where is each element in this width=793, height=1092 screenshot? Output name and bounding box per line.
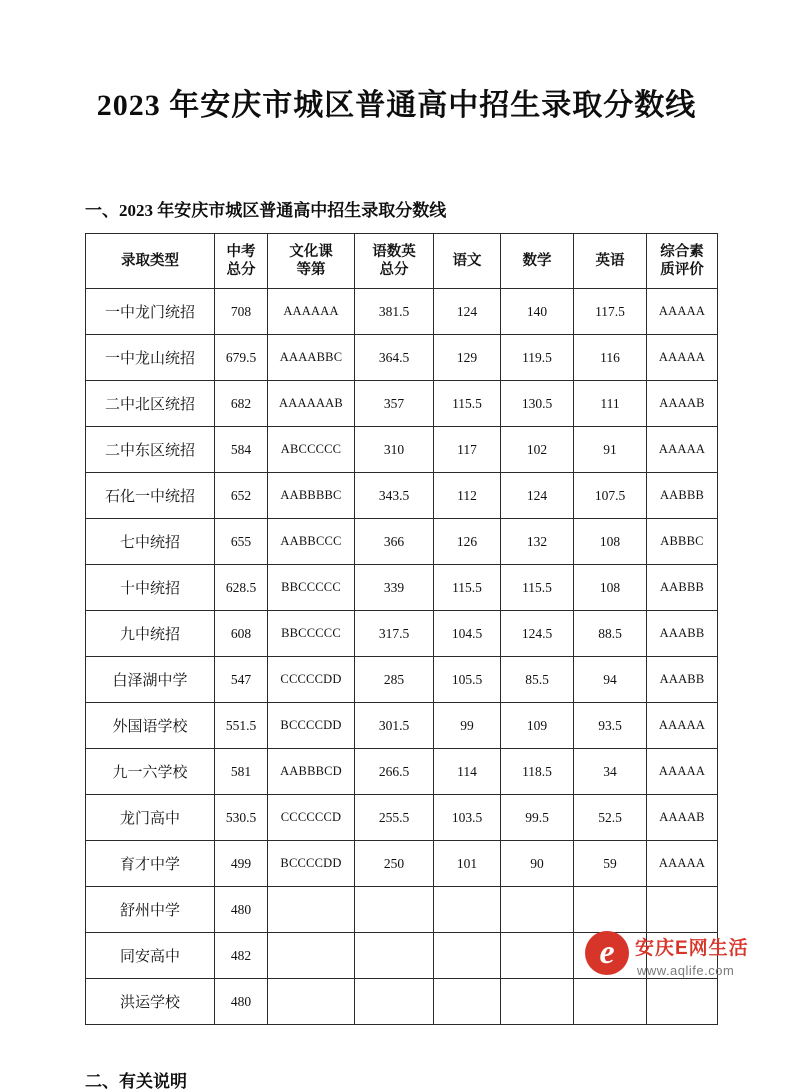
cell-sum: 343.5 bbox=[355, 473, 434, 519]
cell-grade: ABCCCCC bbox=[268, 427, 355, 473]
table-row bbox=[86, 335, 718, 381]
page-title: 2023 年安庆市城区普通高中招生录取分数线 bbox=[96, 89, 697, 122]
cell-chinese: 101 bbox=[434, 841, 501, 887]
cell-total: 551.5 bbox=[215, 703, 268, 749]
column-header-sum-line1: 语数英 bbox=[372, 243, 416, 260]
cell-quality: AAAAA bbox=[647, 749, 718, 795]
table-row bbox=[86, 381, 718, 427]
cell-grade: AABBCCC bbox=[268, 519, 355, 565]
cell-grade bbox=[268, 979, 355, 1025]
cell-type: 同安高中 bbox=[86, 933, 215, 979]
column-header-grade-line1: 文化课 bbox=[289, 243, 333, 260]
column-header-english bbox=[574, 234, 647, 289]
cell-english: 117.5 bbox=[574, 289, 647, 335]
cell-quality: AAAAA bbox=[647, 703, 718, 749]
cell-total: 547 bbox=[215, 657, 268, 703]
cell-grade: BBCCCCC bbox=[268, 611, 355, 657]
table-row bbox=[86, 887, 718, 933]
cell-math: 118.5 bbox=[501, 749, 574, 795]
cell-quality bbox=[647, 887, 718, 933]
cell-total: 679.5 bbox=[215, 335, 268, 381]
column-header-math-line1: 数学 bbox=[522, 252, 552, 269]
cell-type: 育才中学 bbox=[86, 841, 215, 887]
cell-grade: AAAAAAB bbox=[268, 381, 355, 427]
cell-sum: 266.5 bbox=[355, 749, 434, 795]
cell-sum: 364.5 bbox=[355, 335, 434, 381]
cell-math: 119.5 bbox=[501, 335, 574, 381]
cell-sum: 301.5 bbox=[355, 703, 434, 749]
cell-chinese bbox=[434, 933, 501, 979]
cell-grade: CCCCCCD bbox=[268, 795, 355, 841]
cell-math bbox=[501, 933, 574, 979]
table-row bbox=[86, 519, 718, 565]
column-header-total-line2: 总分 bbox=[226, 262, 256, 278]
cell-english: 91 bbox=[574, 427, 647, 473]
watermark-logo-icon: e bbox=[585, 931, 629, 975]
cell-total: 480 bbox=[215, 979, 268, 1025]
cell-grade bbox=[268, 933, 355, 979]
cell-type: 九一六学校 bbox=[86, 749, 215, 795]
column-header-quality bbox=[647, 234, 718, 289]
cell-sum: 255.5 bbox=[355, 795, 434, 841]
cell-sum: 339 bbox=[355, 565, 434, 611]
column-header-grade bbox=[268, 234, 355, 289]
cell-quality: AABBB bbox=[647, 473, 718, 519]
cell-chinese bbox=[434, 887, 501, 933]
cell-total: 708 bbox=[215, 289, 268, 335]
table-row bbox=[86, 657, 718, 703]
cell-quality: AAAAA bbox=[647, 841, 718, 887]
cell-grade: AAAAAA bbox=[268, 289, 355, 335]
column-header-english-line1: 英语 bbox=[595, 252, 625, 269]
cell-grade: BBCCCCC bbox=[268, 565, 355, 611]
column-header-chinese bbox=[434, 234, 501, 289]
cell-math: 132 bbox=[501, 519, 574, 565]
section-heading-2: 二、有关说明 bbox=[85, 1072, 187, 1091]
cell-english: 88.5 bbox=[574, 611, 647, 657]
cell-quality: AAABB bbox=[647, 611, 718, 657]
cell-type: 十中统招 bbox=[86, 565, 215, 611]
cell-type: 白泽湖中学 bbox=[86, 657, 215, 703]
cell-chinese: 124 bbox=[434, 289, 501, 335]
cell-total: 655 bbox=[215, 519, 268, 565]
cell-chinese: 115.5 bbox=[434, 565, 501, 611]
cell-math: 85.5 bbox=[501, 657, 574, 703]
cell-math: 109 bbox=[501, 703, 574, 749]
cell-sum: 317.5 bbox=[355, 611, 434, 657]
cell-chinese: 117 bbox=[434, 427, 501, 473]
cell-total: 608 bbox=[215, 611, 268, 657]
cell-sum bbox=[355, 887, 434, 933]
cell-type: 二中东区统招 bbox=[86, 427, 215, 473]
table-row bbox=[86, 289, 718, 335]
cell-total: 581 bbox=[215, 749, 268, 795]
cell-chinese: 126 bbox=[434, 519, 501, 565]
cell-math bbox=[501, 887, 574, 933]
column-header-chinese-line1: 语文 bbox=[452, 252, 482, 269]
cell-math: 102 bbox=[501, 427, 574, 473]
cell-english: 34 bbox=[574, 749, 647, 795]
cell-chinese: 104.5 bbox=[434, 611, 501, 657]
column-header-total-line1: 中考 bbox=[226, 243, 256, 260]
table-body bbox=[86, 289, 718, 1025]
cell-type: 舒州中学 bbox=[86, 887, 215, 933]
cell-chinese: 103.5 bbox=[434, 795, 501, 841]
cell-english: 108 bbox=[574, 565, 647, 611]
cell-total: 682 bbox=[215, 381, 268, 427]
column-header-math bbox=[501, 234, 574, 289]
cell-type: 二中北区统招 bbox=[86, 381, 215, 427]
cell-total: 482 bbox=[215, 933, 268, 979]
cell-grade: AABBBCD bbox=[268, 749, 355, 795]
cell-english: 107.5 bbox=[574, 473, 647, 519]
cell-sum: 357 bbox=[355, 381, 434, 427]
cell-chinese: 112 bbox=[434, 473, 501, 519]
column-header-total bbox=[215, 234, 268, 289]
cell-type: 一中龙山统招 bbox=[86, 335, 215, 381]
column-header-quality-line1: 综合素 bbox=[660, 243, 704, 260]
section-heading-1: 一、2023 年安庆市城区普通高中招生录取分数线 bbox=[85, 201, 447, 220]
cell-type: 龙门高中 bbox=[86, 795, 215, 841]
cell-english: 94 bbox=[574, 657, 647, 703]
cell-quality: AAABB bbox=[647, 657, 718, 703]
cell-type: 九中统招 bbox=[86, 611, 215, 657]
cell-english: 108 bbox=[574, 519, 647, 565]
cell-grade: AAAABBC bbox=[268, 335, 355, 381]
cell-quality: AAAAA bbox=[647, 335, 718, 381]
cell-total: 584 bbox=[215, 427, 268, 473]
cell-english bbox=[574, 887, 647, 933]
table-header-row bbox=[86, 234, 718, 289]
cell-quality: AAAAB bbox=[647, 795, 718, 841]
cell-english: 93.5 bbox=[574, 703, 647, 749]
column-header-sum-line2: 总分 bbox=[379, 262, 409, 278]
column-header-grade-line2: 等第 bbox=[296, 262, 326, 278]
cell-math: 130.5 bbox=[501, 381, 574, 427]
cell-sum bbox=[355, 979, 434, 1025]
cell-sum: 285 bbox=[355, 657, 434, 703]
cell-chinese bbox=[434, 979, 501, 1025]
cell-type: 七中统招 bbox=[86, 519, 215, 565]
cell-quality: AAAAB bbox=[647, 381, 718, 427]
table-row bbox=[86, 841, 718, 887]
cell-chinese: 114 bbox=[434, 749, 501, 795]
cell-math: 90 bbox=[501, 841, 574, 887]
cell-english: 111 bbox=[574, 381, 647, 427]
cell-grade: CCCCCDD bbox=[268, 657, 355, 703]
cell-grade: BCCCCDD bbox=[268, 841, 355, 887]
cell-quality: AAAAA bbox=[647, 289, 718, 335]
table-row bbox=[86, 749, 718, 795]
cell-total: 499 bbox=[215, 841, 268, 887]
cell-sum bbox=[355, 933, 434, 979]
cell-english: 52.5 bbox=[574, 795, 647, 841]
cell-sum: 310 bbox=[355, 427, 434, 473]
column-header-type-line1: 录取类型 bbox=[121, 252, 179, 269]
cell-chinese: 105.5 bbox=[434, 657, 501, 703]
cell-math bbox=[501, 979, 574, 1025]
cell-type: 一中龙门统招 bbox=[86, 289, 215, 335]
table-row bbox=[86, 565, 718, 611]
column-header-quality-line2: 质评价 bbox=[660, 262, 704, 278]
admission-score-table bbox=[85, 233, 718, 1025]
cell-chinese: 129 bbox=[434, 335, 501, 381]
table-header bbox=[86, 234, 718, 289]
cell-sum: 366 bbox=[355, 519, 434, 565]
cell-math: 140 bbox=[501, 289, 574, 335]
site-watermark bbox=[585, 929, 775, 991]
cell-math: 99.5 bbox=[501, 795, 574, 841]
cell-english: 116 bbox=[574, 335, 647, 381]
watermark-site-name: 安庆E网生活 bbox=[635, 938, 749, 959]
cell-english: 59 bbox=[574, 841, 647, 887]
cell-quality: AAAAA bbox=[647, 427, 718, 473]
cell-total: 480 bbox=[215, 887, 268, 933]
cell-type: 洪运学校 bbox=[86, 979, 215, 1025]
watermark-url: www.aqlife.com bbox=[637, 963, 735, 978]
cell-total: 628.5 bbox=[215, 565, 268, 611]
cell-total: 530.5 bbox=[215, 795, 268, 841]
cell-quality: ABBBC bbox=[647, 519, 718, 565]
cell-total: 652 bbox=[215, 473, 268, 519]
cell-chinese: 99 bbox=[434, 703, 501, 749]
cell-grade: BCCCCDD bbox=[268, 703, 355, 749]
table-row bbox=[86, 473, 718, 519]
cell-sum: 250 bbox=[355, 841, 434, 887]
cell-math: 124.5 bbox=[501, 611, 574, 657]
cell-grade: AABBBBC bbox=[268, 473, 355, 519]
table-row bbox=[86, 795, 718, 841]
cell-type: 外国语学校 bbox=[86, 703, 215, 749]
cell-grade bbox=[268, 887, 355, 933]
cell-sum: 381.5 bbox=[355, 289, 434, 335]
column-header-type bbox=[86, 234, 215, 289]
column-header-sum bbox=[355, 234, 434, 289]
table-row bbox=[86, 703, 718, 749]
cell-math: 115.5 bbox=[501, 565, 574, 611]
table-row bbox=[86, 611, 718, 657]
table-row bbox=[86, 427, 718, 473]
cell-type: 石化一中统招 bbox=[86, 473, 215, 519]
cell-chinese: 115.5 bbox=[434, 381, 501, 427]
cell-quality: AABBB bbox=[647, 565, 718, 611]
cell-math: 124 bbox=[501, 473, 574, 519]
